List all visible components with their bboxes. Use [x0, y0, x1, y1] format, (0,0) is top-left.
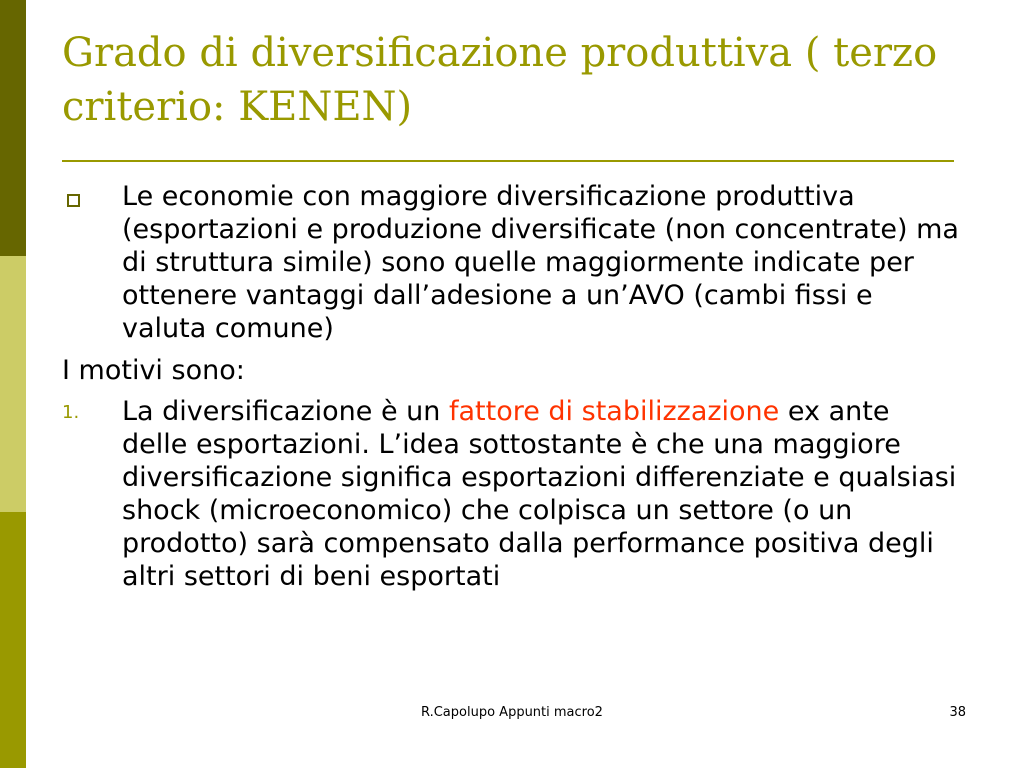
page-number: 38 [949, 705, 966, 720]
slide-title: Grado di diversificazione produttiva ( terzo criterio: KENEN) [62, 30, 938, 130]
highlighted-phrase: fattore di stabilizzazione [448, 396, 780, 427]
numbered-text-after: ex ante delle esportazioni. L’idea sottostante è che una maggiore diversificazione significa esportazioni differenziate e qualsiasi shock (microeconomico) che colpisca un settore (o un prodotto) sarà compensato dalla performance positiva degli altri settori di beni esportati [122, 396, 957, 592]
numbered-item [62, 395, 962, 593]
bullet-item [62, 180, 962, 345]
side-band-light [0, 256, 26, 512]
motivi-label: I motivi sono: [62, 355, 245, 386]
numbered-text-before: La diversificazione è un [122, 396, 449, 427]
number-marker: 1. [62, 402, 80, 423]
side-band-dark [0, 0, 26, 256]
slide-content [62, 180, 962, 593]
square-bullet-icon [67, 194, 80, 207]
title-divider [62, 160, 954, 162]
footer-caption: R.Capolupo Appunti macro2 [421, 705, 603, 720]
side-band-olive [0, 512, 26, 768]
bullet-text: Le economie con maggiore diversificazione produttiva (esportazioni e produzione diversificate (non concentrate) ma di struttura simile) sono quelle maggiormente indicate per ottenere vantaggi dall’adesione a un’AVO (cambi fissi e valuta comune) [122, 181, 959, 344]
